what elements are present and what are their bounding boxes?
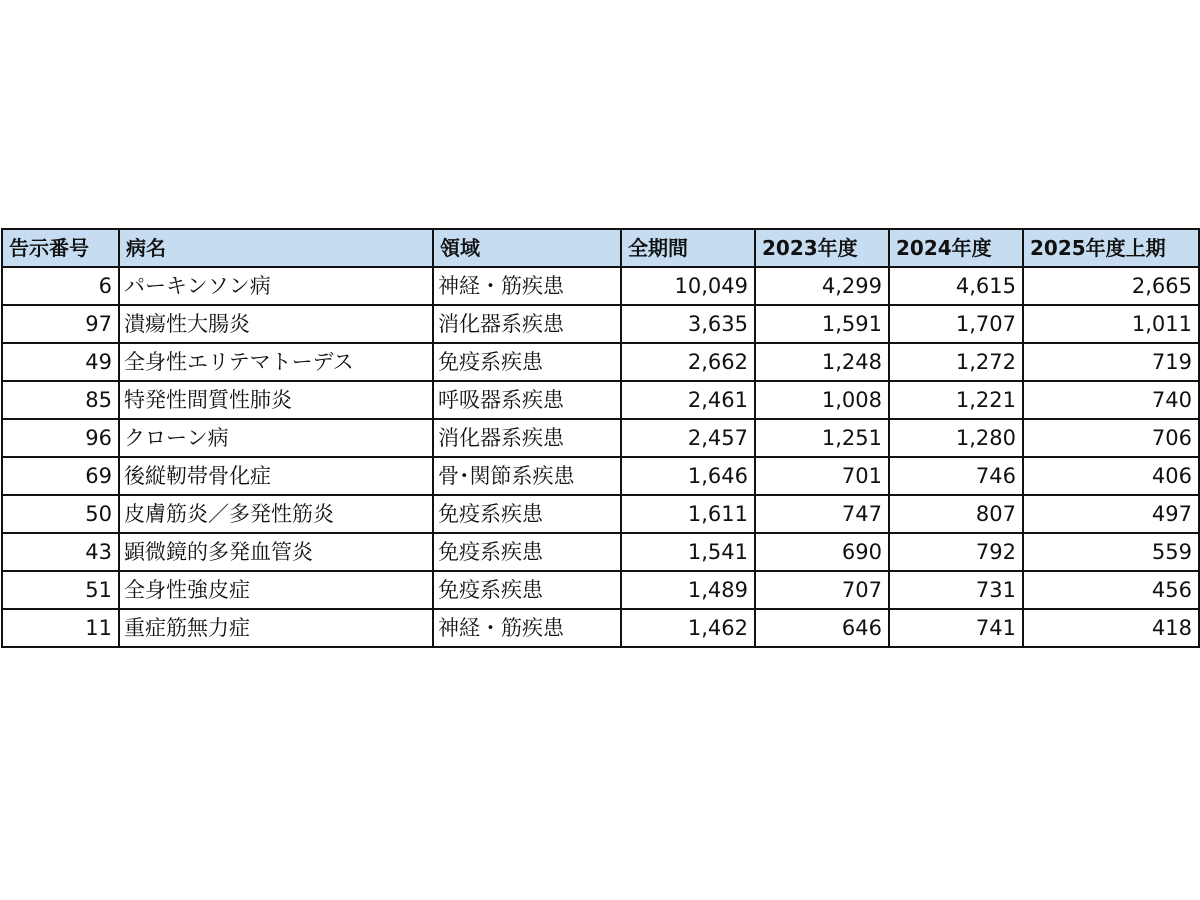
cell-fy2024: 1,221 [889, 381, 1023, 419]
cell-fy2024: 731 [889, 571, 1023, 609]
cell-total: 1,611 [621, 495, 755, 533]
cell-fy2024: 1,280 [889, 419, 1023, 457]
cell-area: 呼吸器系疾患 [433, 381, 621, 419]
table-row [2, 305, 1199, 343]
cell-fy2025h1: 706 [1023, 419, 1199, 457]
cell-number: 43 [2, 533, 119, 571]
table-row [2, 343, 1199, 381]
cell-disease-name: 潰瘍性大腸炎 [119, 305, 433, 343]
cell-disease-name: 重症筋無力症 [119, 609, 433, 647]
cell-fy2023: 1,248 [755, 343, 889, 381]
table-row [2, 419, 1199, 457]
cell-area: 消化器系疾患 [433, 419, 621, 457]
cell-disease-name: 全身性エリテマトーデス [119, 343, 433, 381]
cell-total: 1,462 [621, 609, 755, 647]
cell-area: 骨･関節系疾患 [433, 457, 621, 495]
header-area: 領域 [433, 229, 621, 267]
cell-disease-name: 顕微鏡的多発血管炎 [119, 533, 433, 571]
cell-fy2024: 1,272 [889, 343, 1023, 381]
header-total-period: 全期間 [621, 229, 755, 267]
cell-fy2025h1: 2,665 [1023, 267, 1199, 305]
cell-area: 神経・筋疾患 [433, 609, 621, 647]
cell-area: 消化器系疾患 [433, 305, 621, 343]
cell-area: 免疫系疾患 [433, 571, 621, 609]
disease-table [1, 228, 1200, 648]
cell-area: 免疫系疾患 [433, 495, 621, 533]
table-row [2, 381, 1199, 419]
table-row [2, 571, 1199, 609]
cell-fy2024: 792 [889, 533, 1023, 571]
cell-fy2025h1: 497 [1023, 495, 1199, 533]
header-row [2, 229, 1199, 267]
cell-fy2025h1: 559 [1023, 533, 1199, 571]
cell-fy2024: 807 [889, 495, 1023, 533]
cell-area: 神経・筋疾患 [433, 267, 621, 305]
cell-number: 85 [2, 381, 119, 419]
cell-total: 2,461 [621, 381, 755, 419]
cell-number: 97 [2, 305, 119, 343]
cell-disease-name: 全身性強皮症 [119, 571, 433, 609]
cell-fy2025h1: 456 [1023, 571, 1199, 609]
header-disease-name: 病名 [119, 229, 433, 267]
cell-fy2024: 4,615 [889, 267, 1023, 305]
cell-total: 1,541 [621, 533, 755, 571]
cell-fy2025h1: 1,011 [1023, 305, 1199, 343]
cell-number: 51 [2, 571, 119, 609]
cell-number: 11 [2, 609, 119, 647]
cell-total: 3,635 [621, 305, 755, 343]
cell-number: 49 [2, 343, 119, 381]
cell-fy2023: 1,251 [755, 419, 889, 457]
cell-number: 6 [2, 267, 119, 305]
cell-fy2025h1: 418 [1023, 609, 1199, 647]
cell-fy2023: 701 [755, 457, 889, 495]
cell-disease-name: 後縦靭帯骨化症 [119, 457, 433, 495]
cell-fy2023: 4,299 [755, 267, 889, 305]
cell-total: 10,049 [621, 267, 755, 305]
cell-fy2023: 646 [755, 609, 889, 647]
header-fy2024: 2024年度 [889, 229, 1023, 267]
cell-disease-name: 特発性間質性肺炎 [119, 381, 433, 419]
cell-fy2025h1: 740 [1023, 381, 1199, 419]
cell-number: 50 [2, 495, 119, 533]
header-fy2023: 2023年度 [755, 229, 889, 267]
table-row [2, 457, 1199, 495]
table-row [2, 609, 1199, 647]
cell-disease-name: 皮膚筋炎／多発性筋炎 [119, 495, 433, 533]
table-row [2, 533, 1199, 571]
cell-fy2023: 1,008 [755, 381, 889, 419]
cell-disease-name: クローン病 [119, 419, 433, 457]
cell-area: 免疫系疾患 [433, 343, 621, 381]
table-row [2, 267, 1199, 305]
cell-fy2024: 746 [889, 457, 1023, 495]
cell-number: 96 [2, 419, 119, 457]
cell-fy2024: 1,707 [889, 305, 1023, 343]
header-notification-number: 告示番号 [2, 229, 119, 267]
header-fy2025-first-half: 2025年度上期 [1023, 229, 1199, 267]
cell-fy2023: 1,591 [755, 305, 889, 343]
cell-fy2025h1: 719 [1023, 343, 1199, 381]
cell-total: 2,662 [621, 343, 755, 381]
cell-fy2024: 741 [889, 609, 1023, 647]
cell-fy2023: 690 [755, 533, 889, 571]
cell-total: 2,457 [621, 419, 755, 457]
cell-fy2023: 707 [755, 571, 889, 609]
cell-total: 1,646 [621, 457, 755, 495]
cell-fy2025h1: 406 [1023, 457, 1199, 495]
cell-area: 免疫系疾患 [433, 533, 621, 571]
cell-number: 69 [2, 457, 119, 495]
cell-total: 1,489 [621, 571, 755, 609]
disease-table-container [1, 228, 1198, 648]
table-row [2, 495, 1199, 533]
cell-fy2023: 747 [755, 495, 889, 533]
cell-disease-name: パーキンソン病 [119, 267, 433, 305]
